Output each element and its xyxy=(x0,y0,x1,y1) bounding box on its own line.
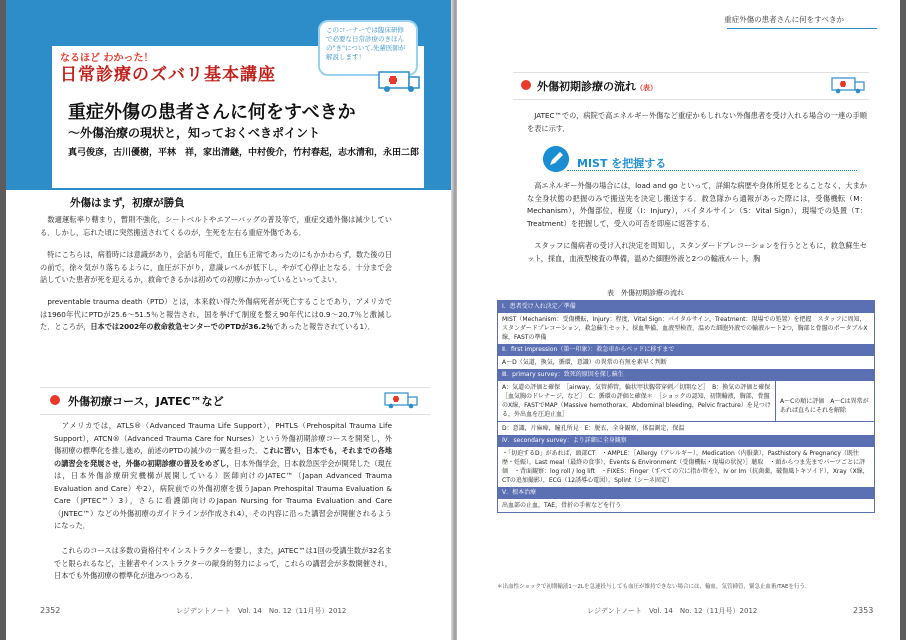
series-kicker: なるほど わかった！ xyxy=(60,53,154,64)
journal-footer-left: レジデントノート Vol. 14 No. 12（11月号）2012 xyxy=(176,607,347,615)
article-title: 重症外傷の患者さんに何をすべきか xyxy=(68,102,356,123)
bullet-icon xyxy=(521,80,531,90)
table-row-split-3 xyxy=(498,381,874,421)
table-row-body-3: D：意識，片麻痺，瞳孔所見 E：脱衣，全身観察，体温測定，保温 xyxy=(498,421,874,435)
speech-bubble: このコーナーでは臨床研修で必要な日常診療のきほんの"き"について,先輩医師が解説します！ xyxy=(318,20,418,76)
authors: 真弓俊彦，古川優樹，平林 祥，家出清継，中村俊介，竹村春起，志水清和，永田二郎 xyxy=(68,148,420,158)
table-note: ＊出血性ショックで初期輸液1〜2Lを急速投与しても血圧が維持できない場合には，輸血，気管挿管，緊急止血術/TAEを行う． xyxy=(497,584,811,590)
paragraph-3: preventable trauma death（PTD）とは，本来救い得た外傷病死者が死亡することであり，アメリカでは1960年代にPTDが25.6〜51.5％と報告され，国を挙げて制度を整え90年代には0.9〜20.7％と激減した．ところが，日本では2002年の救命救急センターでのPTDが36.2％であったと報告されている1）． xyxy=(40,297,392,331)
table-row-head-2: Ⅱ．first impression（第一印象）：救急車からベッドに移すまで xyxy=(498,344,874,356)
paragraph-1: 数適運転率り轄まり，暫則不強化，シートベルトやエアーバッグの普及等で，重症交通外傷は減少している．しかし，忘れた頃に突然搬送されてくるのが，生死を左右る重症外傷である． xyxy=(40,215,392,237)
table-row-head-1: Ⅰ．患者受け入れ決定／準備 xyxy=(498,301,874,313)
paragraph-8: スタッフに傷病者の受け入れ決定を周知し，スタンダードプレコーションを行うとともに，救急蘇生セット，採血，血液型検査の準備，温めた細胞外液と2つの輸液ルート，胸 xyxy=(527,241,867,263)
table-row-head-4: Ⅳ．secondary survey：より詳細に全身観察 xyxy=(498,435,874,447)
paragraph-2: 特にこちらは，病着時には意識があり，会話も可能で，血圧も正常であったのにもかかわらず，数た後の日の前で，徐々気がり落ちるように，血圧が下がり，意識レベルが低下し，やがて心停止となる．十分まで会話していた患者が死を迎えるか，救命できるかは初めての初療にかかっているといってよい． xyxy=(40,250,392,284)
pencil-icon xyxy=(543,146,569,172)
table-row-head-5: Ⅴ．根本治療 xyxy=(498,487,874,499)
table-cell-abc-note: A〜Cの順に評価 A〜Cは異常があれば直ちにそれを解除 xyxy=(780,398,869,414)
running-head: 重症外傷の患者さんに何をすべきか xyxy=(724,15,844,24)
table-row-body-1: MIST（Mechanism：受傷機転，Injury：程度，Vital Sign：バイタルサイン，Treatment：現場での処置）を把握 スタッフに周知，スタンダードプレコーション，救急蘇生セット，採血準備，血液型検査，温めた細胞外液での輸液ルート2つ，胸部と骨盤のポータブルX線，FASTの準備 xyxy=(502,316,868,341)
table-row-body-4: ・「切迫するD」があれば，頭部CT ・AMPLE：［Allergy（アレルギー），Medication（内服薬），Pasthistory & Pregnancy（既往歴・妊娠），Last meal（最終の食事），Events & Environment（受傷機転・現場の状況）］聴取 ・頭からつま先までパーツごとに評価 ・背面観察：log roll / log lift ・FIXES：Finger（すべての穴に指か管を），Iv or Im（抗菌薬，破傷風トキソイド），Xray（X線，CTの追加撮影），ECG（12誘導心電図），Splint（シーネ固定） xyxy=(502,450,869,484)
paragraph-6: JATEC™での，病院で高エネルギー外傷など重症かもしれない外傷患者を受け入れる場合の一連の手順を表に示す． xyxy=(527,111,867,133)
paragraph-7: 高エネルギー外傷の場合には，load and go といって，詳細な病歴や身体所見をとることなく，大まかな全身状態の把握のみで搬送先を決定し搬送する．救急隊から通報があった際には，受傷機転（M：Mechanism），外傷部位，程度（I：Injury），バイタルサイン（S：Vital Sign），現場での処置（T：Treatment）を把握して，受入の可否を即座に返答する． xyxy=(527,181,867,228)
page-number-left: 2352 xyxy=(40,606,61,615)
left-page xyxy=(6,0,453,640)
section-heading-courses: 外傷初療コース，JATEC™など xyxy=(68,395,224,408)
journal-footer-right: レジデントノート Vol. 14 No. 12（11月号）2012 xyxy=(587,607,758,615)
article-subtitle: 〜外傷治療の現状と，知っておくべきポイント xyxy=(68,126,321,140)
table-cell-abc: A：気道の評価と確保 ［airway，気管挿管，輪状甲状靱帯穿刺／切開など］ B：換気の評価と確保 ［血気胸のドレナージ，など］ C：循環の評価と確保＊ ［ショックの認知，初期輸液，胸部，骨盤のX線，FASTでMAP（Massive hemothorax，Abdominal bleeding，Pelvic fracture）を見つける，外出血を圧迫止血］ xyxy=(498,381,776,421)
divider xyxy=(727,28,877,29)
paragraph-5: これらのコースは多数の資格付やインストラクターを要し，また，JATEC™は1回の受講生数が32名までと限られるなど，主催者やインストラクターの献身的努力によって，これらの講習会が多数開催され，日本でも外傷初療の標準化が進みつつある． xyxy=(54,546,392,580)
mist-underline xyxy=(567,170,857,171)
ambulance-icon xyxy=(831,75,865,95)
mist-heading: MIST を把握する xyxy=(577,157,667,170)
table-row-body-2: A〜D（気道，換気，循環，意識）の異常の有無を素早く判断 xyxy=(502,359,667,366)
table-row-head-3: Ⅲ．primary survey：致死的原因を探し蘇生 xyxy=(498,369,874,381)
paragraph-4: アメリカでは，ATLS®（Advanced Trauma Life Support），PHTLS（Prehospital Trauma Life Support），ATCN®（Advanced Trauma Care for Nurses）という外傷初期診療コースを開発し，外傷初療の標準化を推し進め，前述のPTDの減少の一翼を担った．これに習い，日本でも，それまでの各地の講習会を発展させ，外傷の初期診療の普及をめざし，日本外傷学会，日本救急医学会が開発した（現在は，日本外傷診療研究機構が展開している）医師向けのJATEC™（Japan Advanced Trauma Evaluation and Care）や2），病院前での外傷初療を扱うJapan Prehospital Trauma Evaluation & Care（JPTEC™）3），さらに看護師向けのJapan Nursing for Trauma Evaluation and Care（JNTEC™）などの外傷初療のガイドラインが作成され4），その内容に沿った講習会が開催されるようになった． xyxy=(54,421,392,530)
bullet-icon xyxy=(50,395,60,405)
table-row-body-5: 出血部の止血，TAE，骨折の手術などを行う xyxy=(502,502,622,509)
page-number-right: 2353 xyxy=(853,606,874,615)
section-heading-flow: 外傷初期診療の流れ（表） xyxy=(537,80,657,93)
series-name: 日常診療のズバリ基本講座 xyxy=(60,65,276,85)
heading-initial-care: 外傷はまず，初療が勝負 xyxy=(70,197,185,209)
table-caption: 表 外傷初期診療の流れ xyxy=(607,289,684,297)
ambulance-icon xyxy=(378,68,420,94)
ambulance-icon xyxy=(384,390,418,410)
right-page xyxy=(457,0,900,640)
flow-table xyxy=(497,300,875,513)
